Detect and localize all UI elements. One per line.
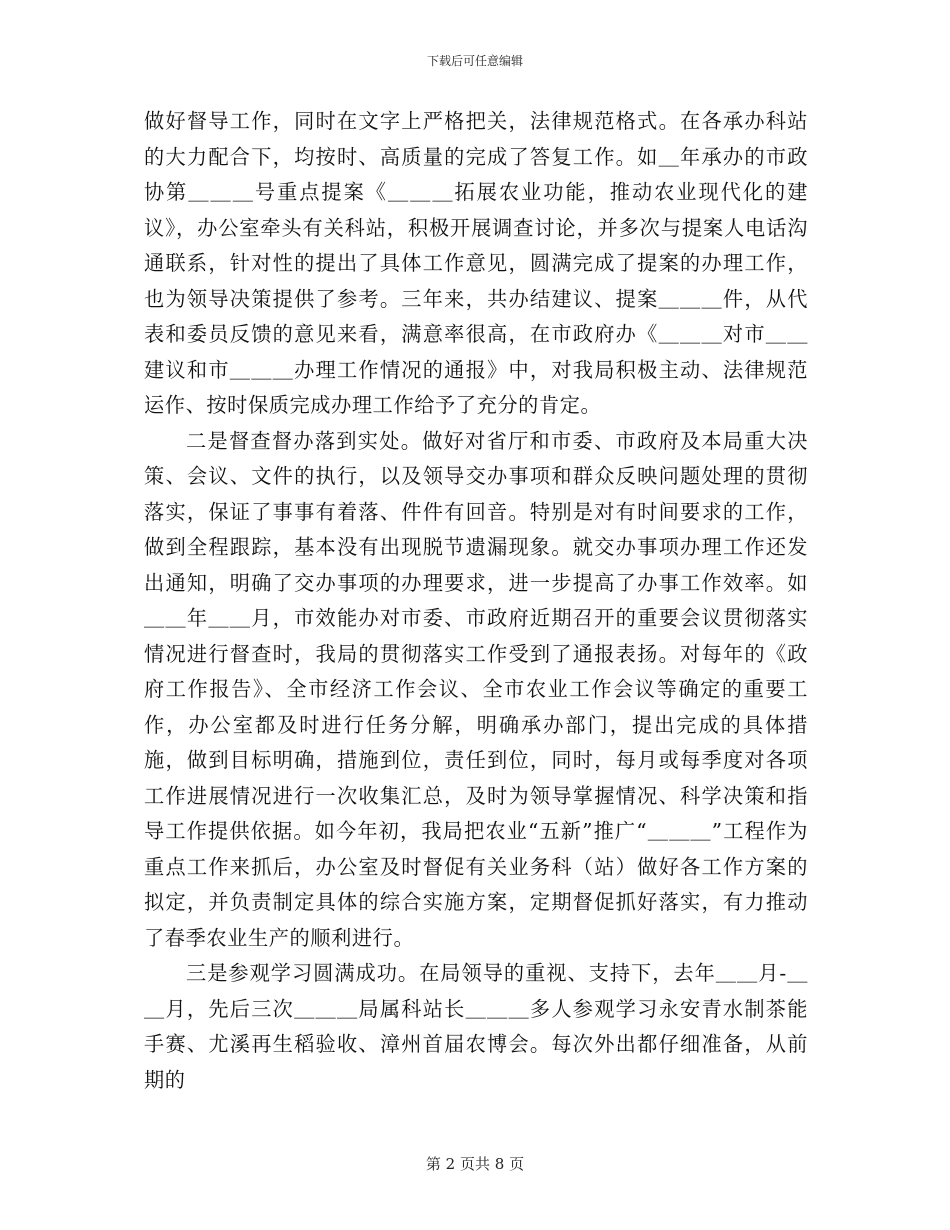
page-header: 下载后可任意编辑 xyxy=(426,54,523,68)
document-body xyxy=(144,104,808,1098)
page-footer: 第 2 页共 8 页 xyxy=(425,1155,525,1173)
paragraph-study-visit: 三是参观学习圆满成功。在局领导的重视、支持下，去年＿＿月-＿＿月，先后三次＿＿＿局属科站长＿＿＿多人参观学习永安青水制茶能手赛、尤溪再生稻验收、漳州首届农博会。每次外出都仔细准备，从前期的 xyxy=(144,961,808,1092)
paragraph-continuation: 做好督导工作，同时在文字上严格把关，法律规范格式。在各承办科站的大力配合下，均按时、高质量的完成了答复工作。如＿年承办的市政协第＿＿＿号重点提案《＿＿＿拓展农业功能，推动农业现代化的建议》，办公室牵头有关科站，积极开展调查讨论，并多次与提案人电话沟通联系，针对性的提出了具体工作意见，圆满完成了提案的办理工作，也为领导决策提供了参考。三年来，共办结建议、提案＿＿＿件，从代表和委员反馈的意见来看，满意率很高，在市政府办《＿＿＿对市＿＿建议和市＿＿＿办理工作情况的通报》中，对我局积极主动、法律规范运作、按时保质完成办理工作给予了充分的肯定。 xyxy=(144,109,808,417)
paragraph-supervision: 二是督查督办落到实处。做好对省厅和市委、市政府及本局重大决策、会议、文件的执行，以及领导交办事项和群众反映问题处理的贯彻落实，保证了事事有着落、件件有回音。特别是对有时间要求的工作，做到全程跟踪，基本没有出现脱节遗漏现象。就交办事项办理工作还发出通知，明确了交办事项的办理要求，进一步提高了办事工作效率。如＿＿年＿＿月，市效能办对市委、市政府近期召开的重要会议贯彻落实情况进行督查时，我局的贯彻落实工作受到了通报表扬。对每年的《政府工作报告》、全市经济工作会议、全市农业工作会议等确定的重要工作，办公室都及时进行任务分解，明确承办部门，提出完成的具体措施，做到目标明确，措施到位，责任到位，同时，每月或每季度对各项工作进展情况进行一次收集汇总，及时为领导掌握情况、科学决策和指导工作提供依据。如今年初，我局把农业“五新”推广“＿＿＿”工程作为重点工作来抓后，办公室及时督促有关业务科（站）做好各工作方案的拟定，并负责制定具体的综合实施方案，定期督促抓好落实，有力推动了春季农业生产的顺利进行。 xyxy=(144,428,808,950)
